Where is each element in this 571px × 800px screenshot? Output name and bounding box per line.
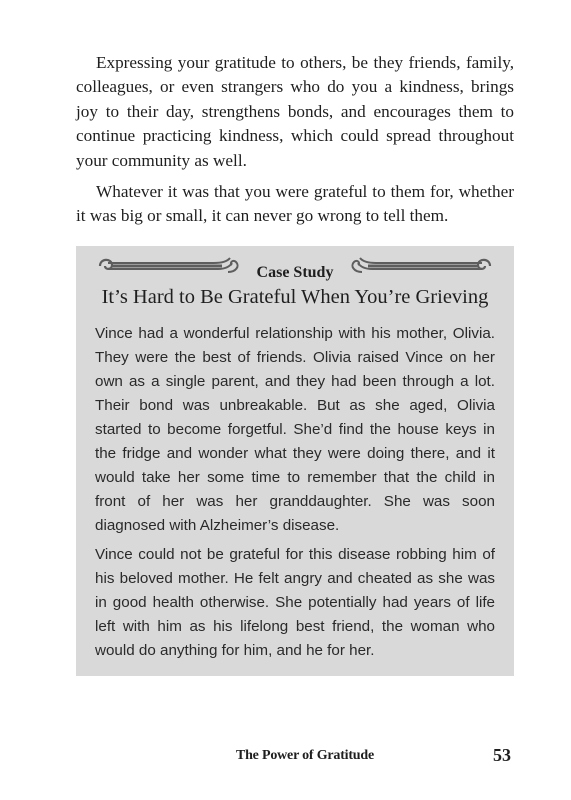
case-study-title: It’s Hard to Be Grateful When You’re Grieving bbox=[101, 286, 489, 308]
page-number: 53 bbox=[493, 745, 511, 765]
case-study-label: Case Study bbox=[256, 264, 334, 281]
case-study-paragraph: Vince had a wonderful relationship with his mother, Olivia. They were the best of friends. Olivia raised Vince on her own as a single parent, and they had been through a lot. Their bond was unbreakable. But as she aged, Olivia started to become forgetful. She’d find the house keys in the fridge and wonder what they were doing there, and it would take her some time to remember that the child in front of her was her granddaughter. She was soon diagnosed with Alzheimer’s disease. bbox=[95, 325, 495, 534]
body-paragraph: Whatever it was that you were grateful to them for, whether it was big or small, it can never go wrong to tell them. bbox=[76, 182, 514, 226]
running-footer-title: The Power of Gratitude bbox=[235, 748, 374, 763]
body-paragraph: Expressing your gratitude to others, be they friends, family, colleagues, or even strangers who do you a kindness, brings joy to their day, strengthens bonds, and encourages them to continue practicing kindness, which could spread throughout your community as well. bbox=[76, 53, 514, 170]
case-study-box bbox=[76, 246, 514, 676]
case-study-paragraph: Vince could not be grateful for this disease robbing him of his beloved mother. He felt angry and cheated as she was in good health otherwise. She potentially had years of life left with him as his lifelong best friend, the woman who would do anything for him, and he for her. bbox=[95, 546, 495, 659]
case-study-header bbox=[76, 254, 514, 282]
